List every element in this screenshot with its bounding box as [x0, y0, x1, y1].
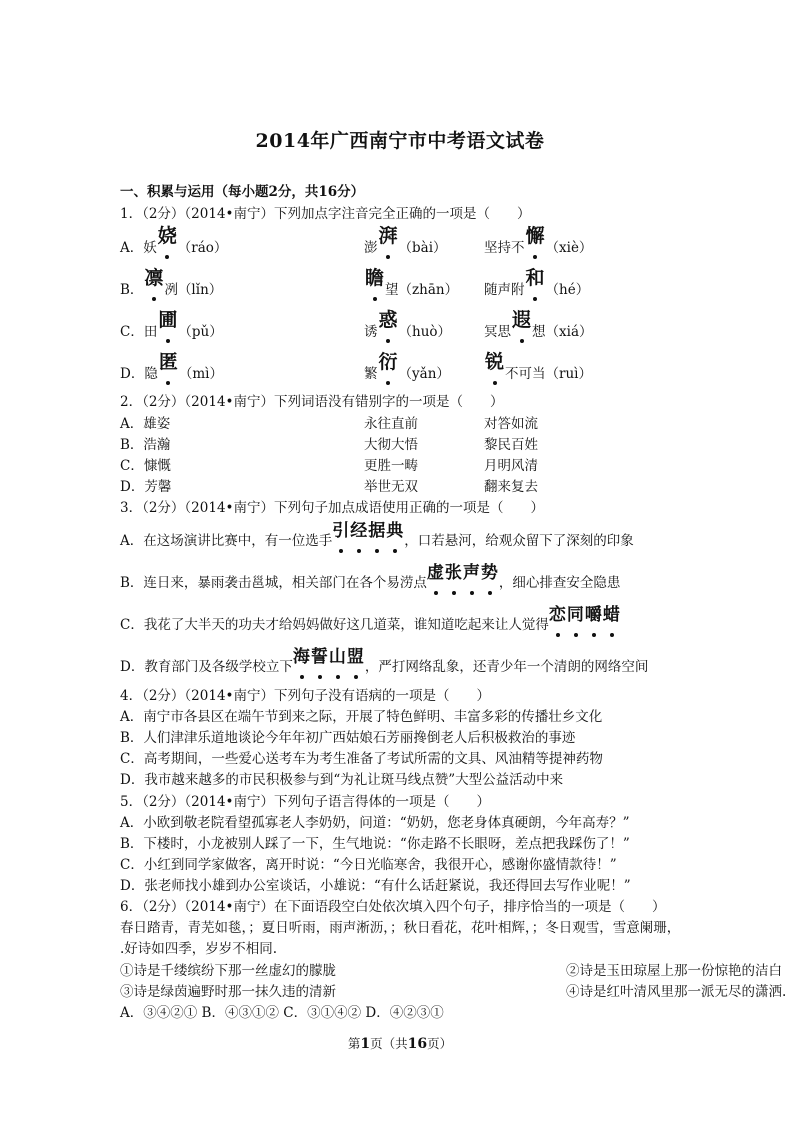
idiom-char: 典 — [386, 521, 405, 541]
question-1-stem: 1．（2分）（2014•南宁）下列加点字注音完全正确的一项是（ ） — [120, 206, 531, 222]
idiom-char: 恋 — [548, 605, 567, 625]
question-1-option-d: D．隐匿（mì） 繁衍（yǎn） 锐不可当（ruì） — [120, 351, 592, 382]
question-5-option-c: C．小红到同学家做客，离开时说：“今日光临寒舍，我很开心，感谢你盛情款待！” — [120, 857, 617, 873]
page-footer: 第1页（共16页） — [347, 1036, 453, 1052]
question-3-option-a: A．在这场演讲比赛中，有一位选手引经据典，口若悬河，给观众留下了深刻的印象 — [120, 521, 634, 549]
question-2-option-a: A．雄姿 永往直前 对答如流 — [120, 416, 538, 432]
question-2-option-c: C．慷慨 更胜一畴 月明风清 — [120, 458, 538, 474]
question-4-option-d: D．我市越来越多的市民积极参与到“为礼让斑马线点赞”大型公益活动中来 — [120, 772, 564, 788]
question-6-sentences-row-2: ③诗是绿茵遍野时那一抹久违的清新 ④诗是红叶清风里那一派无尽的潇洒. — [120, 984, 787, 1000]
question-6-passage-line-2: .好诗如四季，岁岁不相同. — [120, 941, 278, 957]
dotted-idiom — [427, 563, 499, 583]
question-3-option-c: C．我花了大半天的功夫才给妈妈做好这几道菜，谁知道吃起来让人觉得恋同嚼蜡 — [120, 605, 621, 633]
idiom-char: 据 — [368, 521, 387, 541]
idiom-char: 同 — [566, 605, 585, 625]
question-3-option-b: B．连日来，暴雨袭击邕城，相关部门在各个易涝点虚张声势，细心排查安全隐患 — [120, 563, 621, 591]
section-heading: 一、积累与运用（每小题2分，共16分） — [120, 184, 365, 200]
question-1-option-c: C．田圃（pǔ） 诱惑（huò） 冥思遐想（xiá） — [120, 309, 593, 340]
dotted-idiom — [293, 647, 365, 667]
page-total: 16 — [407, 1036, 428, 1052]
question-6-sentences-row-1: ①诗是千缕缤纷下那一丝虚幻的朦胧 ②诗是玉田琼屋上那一份惊艳的洁白 — [120, 963, 782, 979]
question-6-answer-options: A．③④②① B．④③①② C．③①④② D．④②③① — [120, 1005, 444, 1021]
question-4-option-a: A．南宁市各县区在端午节到来之际，开展了特色鲜明、丰富多彩的传播壮乡文化 — [120, 709, 603, 725]
idiom-char: 张 — [444, 563, 463, 583]
idiom-char: 蜡 — [602, 605, 621, 625]
idiom-char: 引 — [332, 521, 351, 541]
question-3-option-d: D．教育部门及各级学校立下海誓山盟，严打网络乱象，还青少年一个清朗的网络空间 — [120, 647, 649, 675]
idiom-char: 虚 — [426, 563, 445, 583]
idiom-char: 嚼 — [584, 605, 603, 625]
idiom-char: 誓 — [310, 647, 329, 667]
question-4-option-c: C．高考期间，一些爱心送考车为考生准备了考试所需的文具、风油精等提神药物 — [120, 751, 603, 767]
dotted-idiom — [549, 605, 621, 625]
question-6-stem: 6．（2分）（2014•南宁）在下面语段空白处依次填入四个句子，排序恰当的一项是（ ） — [120, 899, 666, 915]
question-2-option-b: B．浩瀚 大彻大悟 黎民百姓 — [120, 437, 538, 453]
question-2-stem: 2．（2分）（2014•南宁）下列词语没有错别字的一项是（ ） — [120, 394, 504, 410]
idiom-char: 山 — [328, 647, 347, 667]
idiom-char: 经 — [350, 521, 369, 541]
question-5-option-b: B．下楼时，小龙被别人踩了一下，生气地说：“你走路不长眼呀，差点把我踩伤了！” — [120, 836, 630, 852]
question-1-option-a: A．妖娆（ráo） 澎湃（bài） 坚持不懈（xiè） — [120, 225, 593, 256]
question-4-option-b: B．人们津津乐道地谈论今年年初广西姑娘石芳丽搀倒老人后积极救治的事迹 — [120, 730, 576, 746]
idiom-char: 势 — [480, 563, 499, 583]
dotted-idiom — [332, 521, 404, 541]
question-6-passage-line-1: 春日踏青，青芜如毯，；夏日听雨，雨声淅沥，；秋日看花，花叶相辉，；冬日观雪，雪意阑珊， — [120, 920, 681, 936]
idiom-char: 盟 — [346, 647, 365, 667]
question-5-stem: 5．（2分）（2014•南宁）下列句子语言得体的一项是（ ） — [120, 794, 490, 810]
question-5-option-d: D．张老师找小雄到办公室谈话，小雄说：“有什么话赶紧说，我还得回去写作业呢！” — [120, 878, 631, 894]
question-4-stem: 4．（2分）（2014•南宁）下列句子没有语病的一项是（ ） — [120, 688, 490, 704]
question-3-stem: 3．（2分）（2014•南宁）下列句子加点成语使用正确的一项是（ ） — [120, 500, 544, 516]
page-number: 1 — [360, 1036, 371, 1052]
question-5-option-a: A．小欧到敬老院看望孤寡老人李奶奶，问道：“奶奶，您老身体真硬朗，今年高寿？” — [120, 815, 630, 831]
question-2-option-d: D．芳馨 举世无双 翻来复去 — [120, 479, 538, 495]
idiom-char: 声 — [462, 563, 481, 583]
idiom-char: 海 — [292, 647, 311, 667]
question-1-option-b: B．凛冽（lǐn） 瞻望（zhān） 随声附和（hé） — [120, 267, 590, 298]
page-title: 2014年广西南宁市中考语文试卷 — [255, 130, 545, 152]
